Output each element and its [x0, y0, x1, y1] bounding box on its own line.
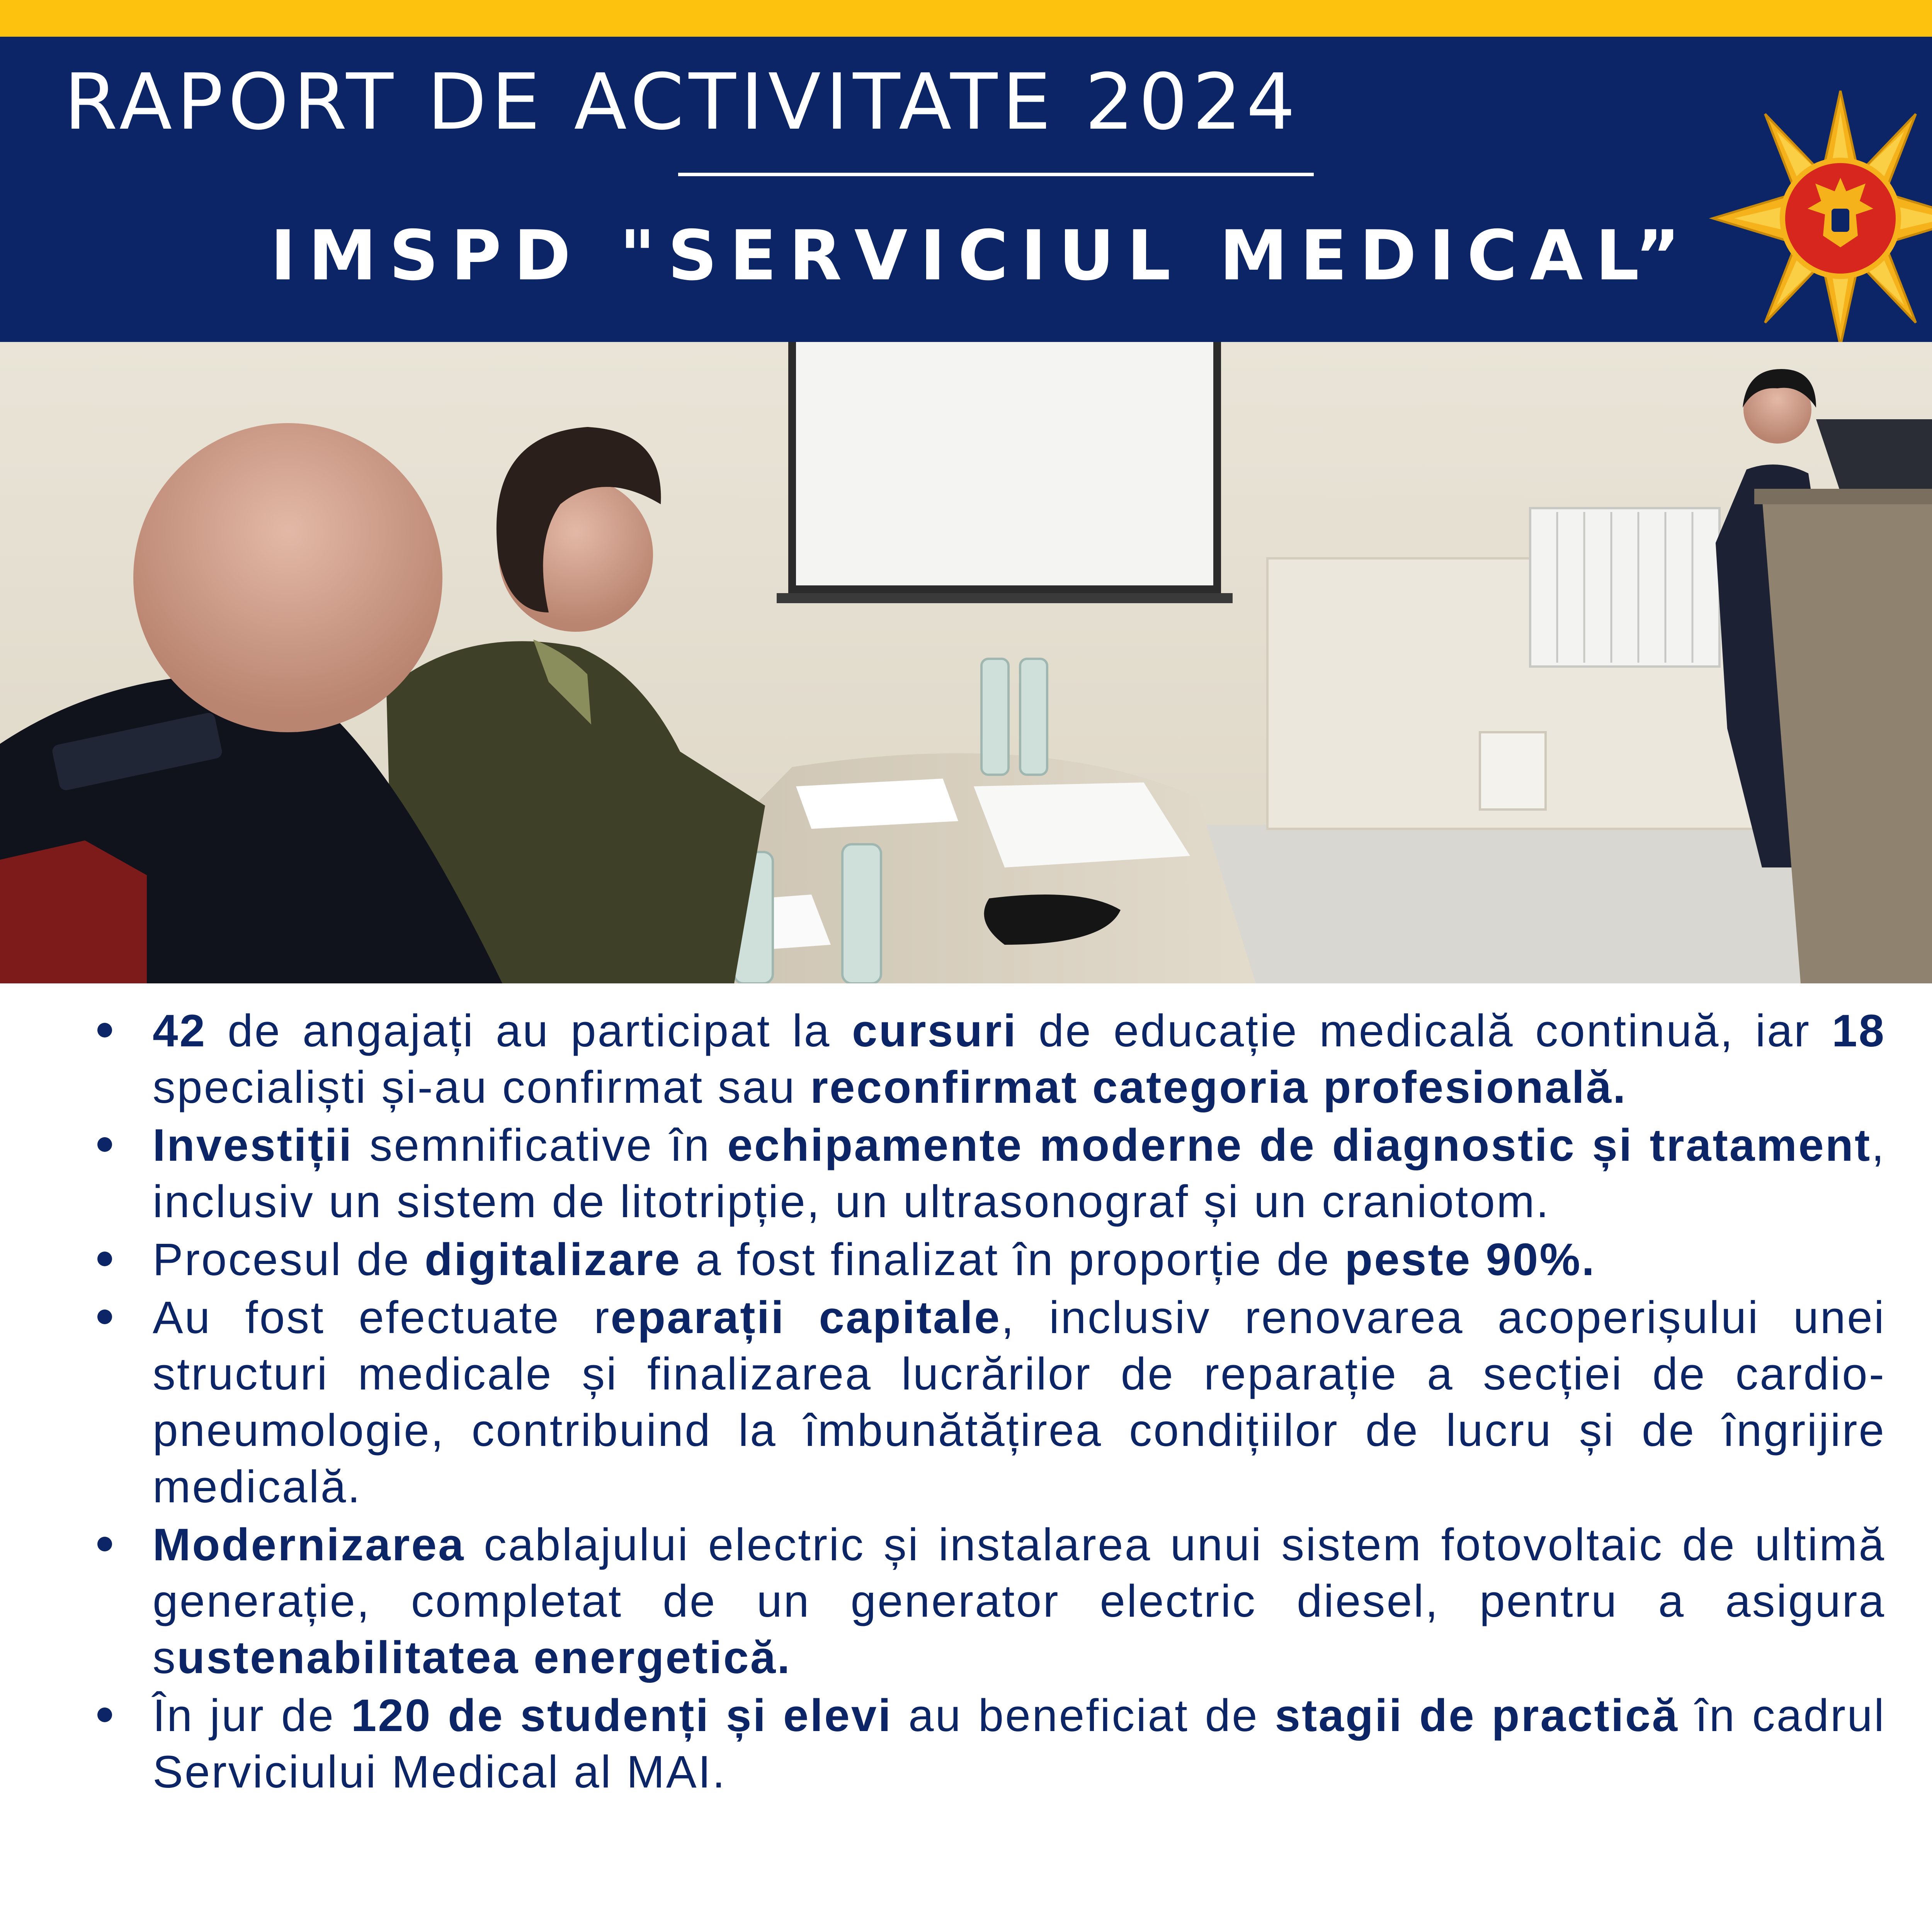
list-item [93, 1003, 1886, 1116]
text-run: a fost finalizat în proporție de [681, 1234, 1345, 1285]
bold-text-run: Modernizarea [153, 1519, 465, 1570]
text-run: , inclusiv un sistem de litotripție, un ultrasonograf și un craniotom. [153, 1120, 1886, 1227]
text-run: cablajului electric și instalarea unui sistem fotovoltaic de ultimă generație, completat de un generator electric diesel, pentru a asigura s [153, 1519, 1886, 1683]
page-title: RAPORT DE ACTIVITATE 2024 [64, 57, 1300, 147]
list-item [93, 1231, 1886, 1288]
list-item [93, 1517, 1886, 1686]
bold-text-run: stagii de practică [1275, 1690, 1679, 1741]
lectern-top [1754, 489, 1932, 504]
bold-text-run: Investiții [153, 1120, 353, 1171]
conference-photo [0, 342, 1932, 983]
bold-text-run: eparații capitale [611, 1292, 1001, 1343]
emblem-shield [1832, 209, 1849, 232]
text-run: de educație medicală continuă, iar [1017, 1005, 1832, 1056]
list-item [93, 1117, 1886, 1230]
text-run: În jur de [153, 1690, 351, 1741]
text-run: Au fost efectuate r [153, 1292, 611, 1343]
projector-screen-bar [777, 593, 1233, 603]
header-banner [0, 37, 1932, 342]
list-item [93, 1289, 1886, 1515]
police-star-emblem-icon [1707, 85, 1932, 352]
report-highlights [93, 1003, 1886, 1802]
bold-text-run: echipamente moderne de diagnostic și tratament [727, 1120, 1872, 1171]
bold-text-run: 120 de studenți și elevi [351, 1690, 893, 1741]
list-item [93, 1687, 1886, 1800]
text-run: Procesul de [153, 1234, 425, 1285]
bold-text-run: cursuri [852, 1005, 1017, 1056]
text-run: au beneficiat de [892, 1690, 1275, 1741]
bold-text-run: digitalizare [424, 1234, 682, 1285]
bold-text-run: ustenabilitatea energetică. [177, 1632, 792, 1683]
text-run: semnificative în [353, 1120, 728, 1171]
wall-access-panel [1480, 732, 1546, 810]
bold-text-run: reconfirmat categoria profesională. [810, 1062, 1627, 1113]
text-run: , inclusiv renovarea acoperișului unei structuri medicale și finalizarea lucrărilor de reparație a secției de cardio-pneumologie, contribuind la îmbunătățirea condițiilor de lucru și de îngrijire medicală. [153, 1292, 1886, 1512]
top-accent-stripe [0, 0, 1932, 37]
projector-screen [796, 342, 1213, 585]
text-run: specialiști și-au confirmat sau [153, 1062, 810, 1113]
radiator [1530, 508, 1719, 667]
man-head [133, 423, 442, 732]
conference-photo-art [0, 342, 1932, 983]
title-divider [678, 173, 1314, 176]
bold-text-run: peste 90%. [1345, 1234, 1596, 1285]
bold-text-run: 42 [153, 1005, 207, 1056]
text-run: de angajați au participat la [206, 1005, 852, 1056]
page-subtitle: IMSPD "SERVICIUL MEDICAL” [270, 216, 1693, 296]
text-run: în cadrul Serviciului Medical al MAI. [153, 1690, 1886, 1798]
bold-text-run: 18 [1832, 1005, 1886, 1056]
highlights-list [93, 1003, 1886, 1800]
